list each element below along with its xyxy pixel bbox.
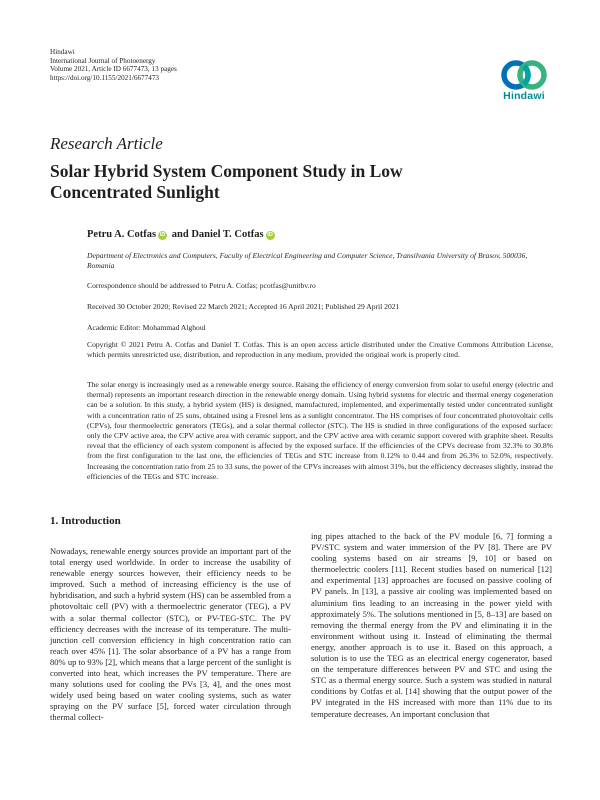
author-join: and: [171, 229, 189, 240]
journal-name: International Journal of Photoenergy: [50, 56, 156, 65]
author-2[interactable]: Daniel T. Cotfas: [191, 229, 264, 240]
body-column-right: ing pipes attached to the back of the PV module [6, 7] forming a PV/STC system and water immersion of the PV [8]. There are PV cooling systems based on air streams [9, 10] or based on thermoelectric coolers [11]. Recent studies based on numerical [12] and experimental [13] approaches are focused on passive cooling of PV panels. In [13], a passive air cooling was implemented based on aluminium fins leading to an increasing in the power yield with approximately 5%. The solutions mentioned in [5, 8–13] are based on removing the thermal energy from the PV and eliminating it in the environment without using it. Instead of eliminating the thermal energy, another approach is to use it. Based on this approach, a solution is to use the TEG as an electrical energy cogenerator, based on the temperature differences between PV and STC and using the STC as a thermal energy source. Such a system was studied in natural conditions by Cotfas et al. [14] showing that the output power of the PV integrated in the HS increased with more than 11% due to its temperature decreases. An important conclusion that: [311, 531, 552, 719]
logo-wordmark: Hindawi: [503, 90, 545, 102]
copyright-notice: Copyright © 2021 Petru A. Cotfas and Daniel T. Cotfas. This is an open access article distributed under the Creative Commons Attribution License, which permits unrestricted use, distribution, and reproduction in any medium, provided the original work is properly cited.: [87, 340, 553, 360]
orcid-icon[interactable]: iD: [159, 232, 166, 238]
logo-ring-overlap: [524, 66, 528, 84]
journal-info: [50, 48, 177, 82]
doi-link[interactable]: https://doi.org/10.1155/2021/6677473: [50, 73, 160, 82]
article-type: Research Article: [50, 134, 163, 153]
orcid-icon[interactable]: iD: [267, 232, 273, 238]
section-heading: 1. Introduction: [50, 515, 121, 527]
authors: [87, 229, 277, 240]
volume-line: Volume 2021, Article ID 6677473, 13 pages: [50, 65, 177, 74]
abstract: The solar energy is increasingly used as a renewable energy source. Raising the efficiency of energy conversion from solar to useful energy (electric and thermal) represents an important research direction in the renewable energy domain. Using hybrid systems for electric and thermal energy cogeneration can be a solution. In this study, a hybrid system (HS) is designed, manufactured, implemented, and experimentally tested under concentrated sunlight with a concentration ratio of 25 suns, obtained using a Fresnel lens as a sunlight concentrator. The HS comprises of four concentrated photovoltaic cells (CPVs), four thermoelectric generators (TEGs), and a solar thermal collector (STC). The HS is studied in three configurations of the exposed surface: only the CPV active area, the CPV active area with ceramic support, and the CPV active area with ceramic support covered with graphite sheet. Results reveal that the efficiency of each system component is affected by the exposed surface. If the efficiencies of the CPVs decrease from 32.3% to 30.8% from the first configuration to the last one, the efficiencies of TEGs and STC increase from 0.12% to 0.44 and from 26.3% to 52.0%, respectively. Increasing the concentration ratio from 25 to 33 suns, the power of the CPVs increases with almost 31%, but the efficiency decreases slightly, instead the efficiencies of the TEGs and STC increase.: [87, 380, 553, 481]
publisher-name: Hindawi: [50, 48, 75, 56]
affiliation: Department of Electronics and Computers, Faculty of Electrical Engineering and Computer Science, Transilvania University of Brasov, 500036, Romania: [87, 251, 528, 271]
academic-editor: Academic Editor: Mohammad Alghoul: [87, 323, 206, 332]
article-title: Solar Hybrid System Component Study in Low Concentrated Sunlight: [50, 161, 403, 202]
author-1[interactable]: Petru A. Cotfas: [87, 229, 157, 240]
publication-dates: Received 30 October 2020; Revised 22 March 2021; Accepted 16 April 2021; Published 29 April 2021: [87, 302, 400, 311]
correspondence: Correspondence should be addressed to Petru A. Cotfas; pcotfas@unitbv.ro: [87, 281, 316, 290]
body-column-left: Nowadays, renewable energy sources provide an important part of the total energy used worldwide. In order to increase the usability of renewable energy sources however, their efficiency needs to be improved. Such a method of increasing efficiency is the use of hybridisation, and such a hybrid system (HS) can be assembled from a photovoltaic cell (PV) with a thermoelectric generator (TEG), a PV with a solar thermal collector (STC), or PV-TEG-STC. The PV efficiency decreases with the increase of its temperature. The multi-junction cell conversion efficiency in high concentration ratio can reach over 45% [1]. The solar absorbance of a PV has a range from 80% up to 93% [2], which means that a large percent of the sunlight is converted into heat, which increases the PV temperature. There are many solutions used for cooling the PVs [3, 4], and the ones most widely used being based on water cooling systems, such as water spraying on the PV surface [5], forced water circulation through thermal collect-: [50, 546, 291, 723]
